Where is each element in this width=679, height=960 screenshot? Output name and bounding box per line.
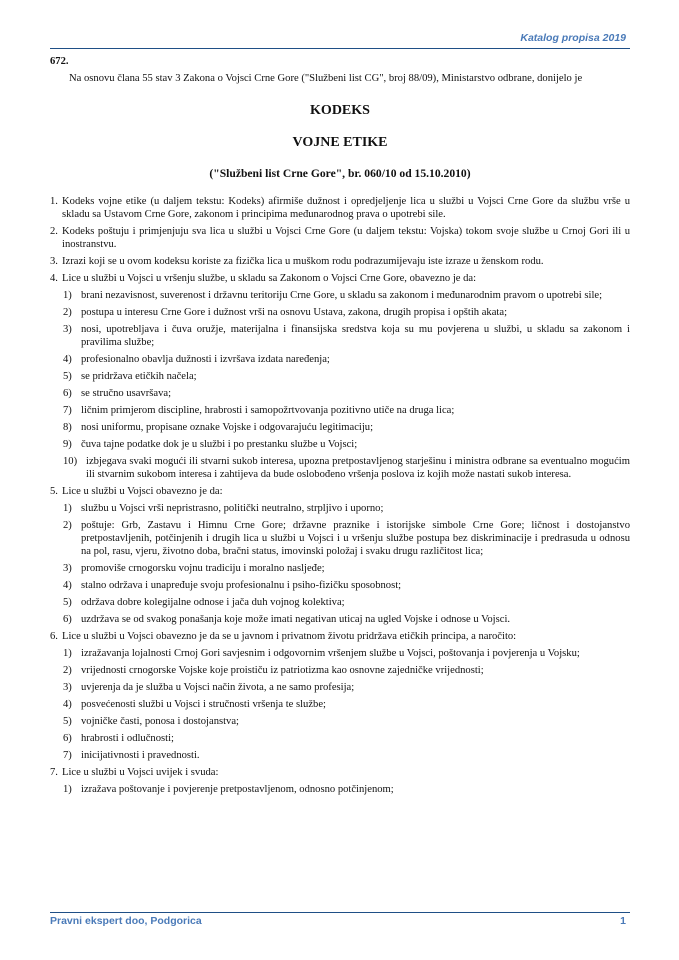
document-body — [50, 55, 630, 800]
item-text: brani nezavisnost, suverenost i državnu teritoriju Crne Gore, u skladu sa zakonom i međunarodnim pravom o upotrebi sile; — [81, 290, 603, 301]
list-item — [63, 562, 630, 575]
article-number: 1. — [50, 196, 58, 207]
article-1 — [50, 195, 630, 221]
article-5 — [50, 485, 630, 498]
preamble: Na osnovu člana 55 stav 3 Zakona o Vojsci Crne Gore ("Službeni list CG", broj 88/09), Ministarstvo odbrane, donijelo je — [69, 73, 583, 84]
article-number: 2. — [50, 226, 58, 237]
list-item — [63, 438, 630, 451]
article-text: Lice u službi u Vojsci uvijek i svuda: — [62, 767, 219, 778]
list-item — [63, 647, 630, 660]
item-text: uvjerenja da je služba u Vojsci način života, a ne samo profesija; — [81, 682, 355, 693]
item-text: vrijednosti crnogorske Vojske koje proističu iz patriotizma kao osnovne zajedničke vrijednosti; — [81, 665, 484, 676]
article-number: 6. — [50, 631, 58, 642]
item-number: 9) — [63, 439, 72, 450]
item-text: stalno održava i unapređuje svoju profesionalnu i psiho-fizičku sposobnost; — [81, 580, 402, 591]
list-item — [63, 579, 630, 592]
item-text: izražavanja lojalnosti Crnoj Gori savjesnim i odgovornim vršenjem službe u Vojsci, poštovanja i povjerenja u Vojsku; — [81, 648, 580, 659]
list-item — [63, 681, 630, 694]
item-number: 2) — [63, 520, 72, 531]
article-number: 7. — [50, 767, 58, 778]
list-item — [63, 289, 630, 302]
item-number: 1) — [63, 503, 72, 514]
item-text: nosi uniformu, propisane oznake Vojske i odgovarajuću legitimaciju; — [81, 422, 374, 433]
list-item — [63, 404, 630, 417]
item-text: profesionalno obavlja dužnosti i izvršava izdata naređenja; — [81, 354, 330, 365]
list-item — [63, 732, 630, 745]
list-item — [63, 421, 630, 434]
item-text: vojničke časti, ponosa i dostojanstva; — [81, 716, 239, 727]
article-number: 3. — [50, 256, 58, 267]
item-number: 4) — [63, 699, 72, 710]
article-text: Lice u službi u Vojsci obavezno je da: — [62, 486, 223, 497]
list-item — [63, 502, 630, 515]
item-number: 4) — [63, 580, 72, 591]
list-item — [63, 613, 630, 626]
list-item — [63, 455, 630, 481]
item-text: poštuje: Grb, Zastavu i Himnu Crne Gore; državne praznike i istorijske simbole Crne Gore; ličnost i dostojanstvo pretpostavljenih, potčinjenih i drugih lica u službi u Vojsci i u vršenju službe postupa bez diskriminacije i predrasuda u odnosu na pol, rasu, vjeru, životno doba, bračni status, imovinski položaj i svaku drugu različitost lica; — [81, 520, 630, 557]
item-number: 7) — [63, 750, 72, 761]
item-number: 1) — [63, 784, 72, 795]
article-text: Izrazi koji se u ovom kodeksu koriste za fizička lica u muškom rodu podrazumijevaju iste izraze u ženskom rodu. — [62, 256, 544, 267]
item-text: izražava poštovanje i povjerenje pretpostavljenom, odnosno potčinjenom; — [81, 784, 394, 795]
list-item — [63, 370, 630, 383]
list-item — [63, 387, 630, 400]
item-text: postupa u interesu Crne Gore i dužnost vrši na osnovu Ustava, zakona, drugih propisa i opštih akata; — [81, 307, 508, 318]
article-2 — [50, 225, 630, 251]
regulation-number: 672. — [50, 56, 69, 67]
item-text: izbjegava svaki mogući ili stvarni sukob interesa, upozna pretpostavljenog starješinu i ministra odbrane sa eventualno mogućim ili stvarnim sukobom interesa i zahtijeva da bude oslobođeno vršenja poslova iz kojih može nastati sukob interesa. — [86, 456, 630, 480]
item-number: 6) — [63, 733, 72, 744]
list-item — [63, 306, 630, 319]
item-number: 6) — [63, 614, 72, 625]
list-item — [63, 783, 630, 796]
article-text: Kodeks poštuju i primjenjuju sva lica u službi u Vojsci Crne Gore (u daljem tekstu: Vojska) tokom svoje službe u Crnoj Gori ili u inostranstvu. — [62, 226, 630, 250]
publisher-name: Pravni ekspert doo, Podgorica — [50, 915, 202, 927]
article-7 — [50, 766, 630, 779]
article-4 — [50, 272, 630, 285]
item-text: hrabrosti i odlučnosti; — [81, 733, 174, 744]
list-item — [63, 353, 630, 366]
item-number: 5) — [63, 716, 72, 727]
item-text: održava dobre kolegijalne odnose i jača duh vojnog kolektiva; — [81, 597, 345, 608]
item-number: 2) — [63, 307, 72, 318]
document-subtitle: VOJNE ETIKE — [292, 135, 388, 150]
item-number: 3) — [63, 682, 72, 693]
item-number: 8) — [63, 422, 72, 433]
item-number: 5) — [63, 597, 72, 608]
item-number: 3) — [63, 563, 72, 574]
page-footer — [50, 912, 630, 927]
item-number: 4) — [63, 354, 72, 365]
item-number: 2) — [63, 665, 72, 676]
article-text: Lice u službi u Vojsci u vršenju službe, u skladu sa Zakonom o Vojsci Crne Gore, obavezno je da: — [62, 273, 477, 284]
item-text: se stručno usavršava; — [81, 388, 172, 399]
article-3 — [50, 255, 630, 268]
item-text: čuva tajne podatke dok je u službi i po prestanku službe u Vojsci; — [81, 439, 358, 450]
item-number: 1) — [63, 290, 72, 301]
catalog-title: Katalog propisa 2019 — [520, 32, 626, 44]
item-text: se pridržava etičkih načela; — [81, 371, 197, 382]
article-number: 5. — [50, 486, 58, 497]
item-number: 5) — [63, 371, 72, 382]
item-text: službu u Vojsci vrši nepristrasno, politički neutralno, strpljivo i uporno; — [81, 503, 384, 514]
list-item — [63, 749, 630, 762]
item-number: 3) — [63, 324, 72, 335]
article-text: Lice u službi u Vojsci obavezno je da se u javnom i privatnom životu pridržava etičkih principa, a naročito: — [62, 631, 517, 642]
list-item — [63, 698, 630, 711]
item-text: posvećenosti službi u Vojsci i stručnosti vršenja te službe; — [81, 699, 326, 710]
item-text: uzdržava se od svakog ponašanja koje može imati negativan uticaj na ugled Vojske i odnose u Vojsci. — [81, 614, 511, 625]
item-text: promoviše crnogorsku vojnu tradiciju i moralno nasljeđe; — [81, 563, 325, 574]
page-number: 1 — [620, 915, 626, 927]
list-item — [63, 664, 630, 677]
list-item — [63, 519, 630, 558]
item-number: 1) — [63, 648, 72, 659]
article-text: Kodeks vojne etike (u daljem tekstu: Kodeks) afirmiše dužnost i opredjeljenje lica u službi u Vojsci Crne Gore da službu vrše u skladu sa Ustavom Crne Gore, zakonom i principima međunarodnog prava o upotrebi sile. — [62, 196, 630, 220]
document-title: KODEKS — [310, 103, 370, 118]
article-number: 4. — [50, 273, 58, 284]
item-number: 6) — [63, 388, 72, 399]
list-item — [63, 323, 630, 349]
item-text: nosi, upotrebljava i čuva oružje, materijalna i finansijska sredstva koja su mu povjerena u službi, u skladu sa zakonom i pravilima službe; — [81, 324, 630, 348]
item-text: ličnim primjerom discipline, hrabrosti i samopožrtvovanja pozitivno utiče na druga lica; — [81, 405, 455, 416]
item-text: inicijativnosti i pravednosti. — [81, 750, 200, 761]
gazette-reference: ("Službeni list Crne Gore", br. 060/10 od 15.10.2010) — [209, 167, 471, 180]
list-item — [63, 715, 630, 728]
list-item — [63, 596, 630, 609]
item-number: 7) — [63, 405, 72, 416]
article-6 — [50, 630, 630, 643]
item-number: 10) — [63, 456, 78, 467]
page-header — [50, 32, 630, 49]
